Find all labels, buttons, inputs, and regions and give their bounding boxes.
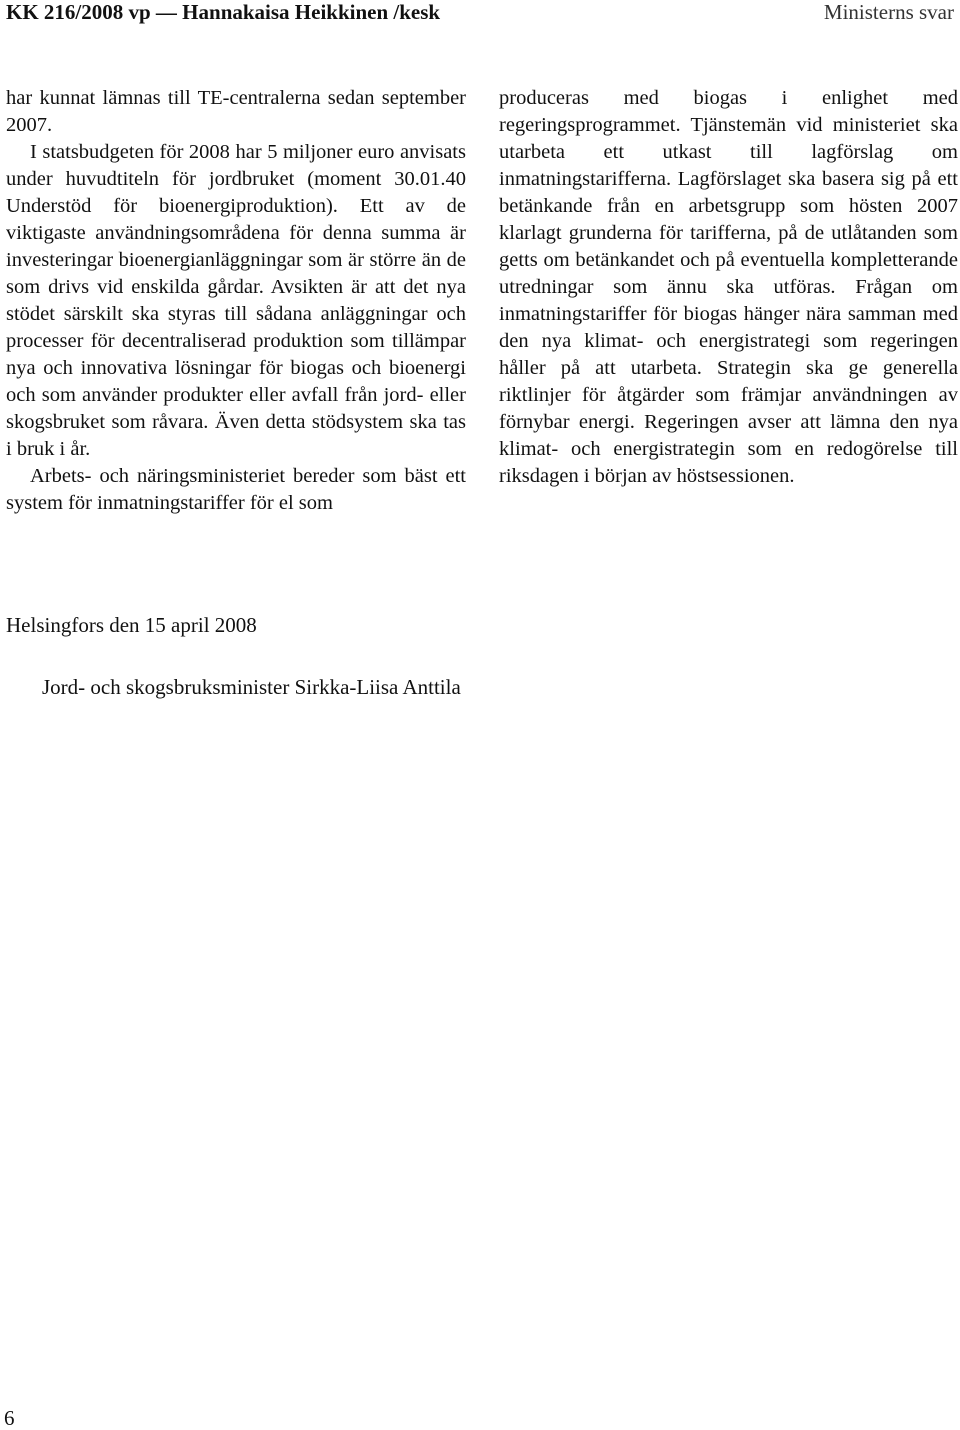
document-reference: KK 216/2008 vp — Hannakaisa Heikkinen /kesk <box>6 0 441 24</box>
paragraph-continued: har kunnat lämnas till TE-centralerna sedan september 2007. <box>6 87 466 136</box>
paragraph-inmatningstariffer: Arbets- och näringsministeriet bereder som bäst ett system för inmatningstariffer för el som <box>6 465 466 514</box>
page-number: 6 <box>4 1406 15 1430</box>
paragraph-statsbudget: I statsbudgeten för 2008 har 5 miljoner euro anvisats under huvudtiteln för jordbruket (moment 30.01.40 Understöd för bioenergiproduktion). Ett av de viktigaste användningsområdena för denna summa är investeringar bioenergianläggningar som är större än de som drivs vid enskilda gårdar. Avsikten är att det nya stödet särskilt ska styras till sådana anläggningar och processer för decentraliserad produktion som tillämpar nya och innovativa lösningar för biogas och bioenergi och som använder produkter eller avfall från jord- eller skogsbruket som råvara. Även detta stödsystem ska tas i bruk i år. <box>6 141 466 460</box>
paragraph-biogas-continued: produceras med biogas i enlighet med regeringsprogrammet. Tjänstemän vid ministeriet ska utarbeta ett utkast till lagförslag om inmatningstarifferna. Lagförslaget ska basera sig på ett betänkande från en arbetsgrupp som hösten 2007 klarlagt grunderna för tarifferna, på de utlåtanden som getts om betänkandet och på eventuella kompletterande utredningar som ännu ska utföras. Frågan om inmatningstariffer för biogas hänger nära samman med den nya klimat- och energistrategi som regeringen håller på att utarbeta. Strategin ska ge generella riktlinjer för åtgärder som främjar användningen av förnybar energi. Regeringen avser att lämna den nya klimat- och energistrategin som en redogörelse till riksdagen i början av höstsessionen. <box>499 87 958 487</box>
section-title: Ministerns svar <box>823 0 954 24</box>
right-column <box>499 85 958 490</box>
signature-place-date: Helsingfors den 15 april 2008 <box>6 613 257 637</box>
signature-minister: Jord- och skogsbruksminister Sirkka-Liisa Anttila <box>42 675 461 699</box>
left-column <box>6 85 466 517</box>
page-header <box>0 0 960 26</box>
